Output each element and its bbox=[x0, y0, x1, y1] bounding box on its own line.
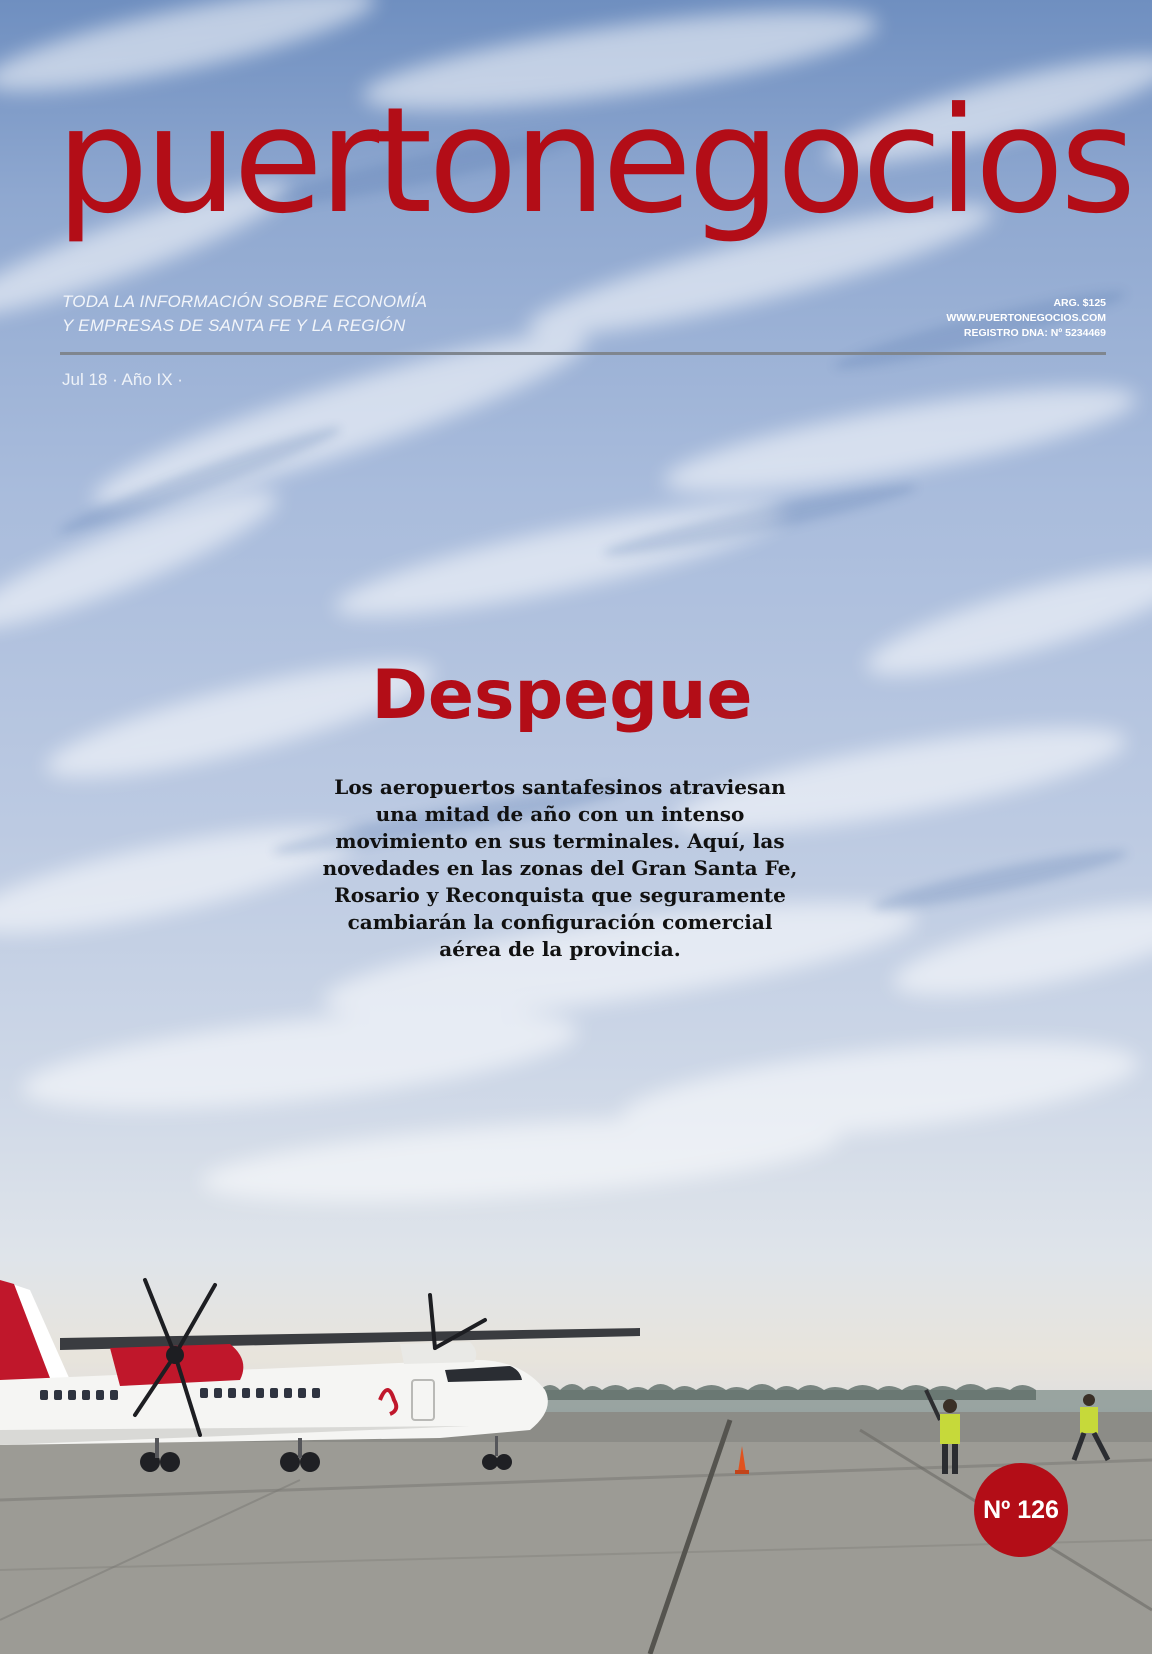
price-label: ARG. $125 bbox=[1053, 297, 1106, 309]
tagline-line-2: Y EMPRESAS DE SANTA FE Y LA REGIÓN bbox=[62, 316, 406, 335]
tagline-line-1: TODA LA INFORMACIÓN SOBRE ECONOMÍA bbox=[62, 292, 428, 311]
publication-meta bbox=[946, 296, 1106, 341]
issue-date: Jul 18 · Año IX · bbox=[62, 370, 183, 389]
issue-number-badge: Nº 126 bbox=[974, 1463, 1068, 1557]
header-divider bbox=[60, 352, 1106, 355]
registry-label: REGISTRO DNA: Nº 5234469 bbox=[963, 327, 1106, 339]
tagline bbox=[62, 290, 582, 338]
cover-lede: Los aeropuertos santafesinos atraviesan una mitad de año con un intenso movimiento en sus terminales. Aquí, las novedades en las zonas del Gran Santa Fe, Rosario y Reconquista que seguramente cambiarán la configuración comercial aérea de la provincia. bbox=[322, 775, 798, 961]
website-label: WWW.PUERTONEGOCIOS.COM bbox=[946, 312, 1106, 324]
airport-tarmac-scene bbox=[0, 1240, 1152, 1654]
masthead-title: puertonegocios bbox=[56, 76, 1133, 246]
cover-headline: Despegue bbox=[371, 656, 753, 735]
